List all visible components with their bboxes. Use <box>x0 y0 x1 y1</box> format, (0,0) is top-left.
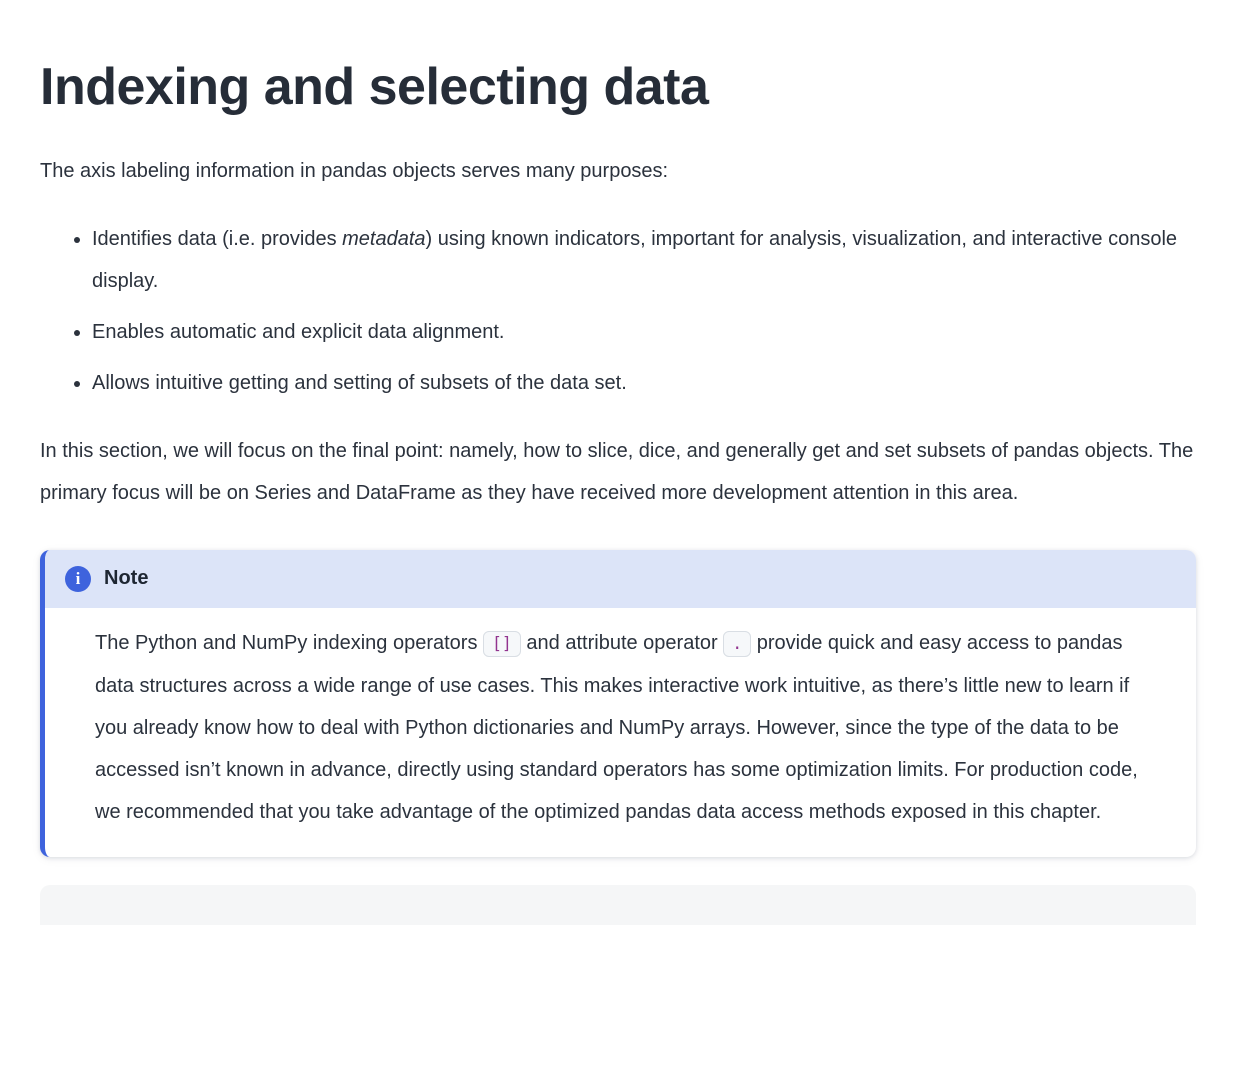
inline-code-brackets: [] <box>483 631 521 657</box>
note-text: and attribute operator <box>520 631 724 654</box>
list-item-emphasis: metadata <box>342 227 426 250</box>
note-body <box>45 608 1196 857</box>
list-item <box>92 362 1196 404</box>
list-item-text: Identifies data (i.e. provides <box>92 227 343 250</box>
list-item-text: Enables automatic and explicit data alignment. <box>92 320 505 343</box>
list-item-text: ) using known indicators, important for analysis, visualization, and interactive console display. <box>92 227 1178 292</box>
list-item <box>92 218 1196 302</box>
note-text: The Python and NumPy indexing operators <box>95 631 483 654</box>
section-paragraph: In this section, we will focus on the final point: namely, how to slice, dice, and generally get and set subsets of pandas objects. The primary focus will be on Series and DataFrame as they have received more development attention in this area. <box>40 439 1194 504</box>
note-header <box>45 550 1196 608</box>
intro-paragraph: The axis labeling information in pandas objects serves many purposes: <box>40 159 669 182</box>
list-item <box>92 311 1196 353</box>
inline-code-dot: . <box>723 631 751 657</box>
code-block-top-edge <box>40 885 1196 925</box>
note-admonition <box>40 550 1196 857</box>
note-text: provide quick and easy access to pandas data structures across a wide range of use cases. This makes interactive work intuitive, as there’s little new to learn if you already know how to deal with Python dictionaries and NumPy arrays. However, since the type of the data to be accessed isn’t known in advance, directly using standard operators has some optimization limits. For production code, we recommended that you take advantage of the optimized pandas data access methods exposed in this chapter. <box>95 631 1138 823</box>
page-title: Indexing and selecting data <box>40 58 709 116</box>
article-content <box>0 58 1234 925</box>
list-item-text: Allows intuitive getting and setting of subsets of the data set. <box>92 371 627 394</box>
note-title: Note <box>104 567 149 590</box>
info-icon: i <box>65 566 91 592</box>
purpose-list <box>40 218 1196 404</box>
